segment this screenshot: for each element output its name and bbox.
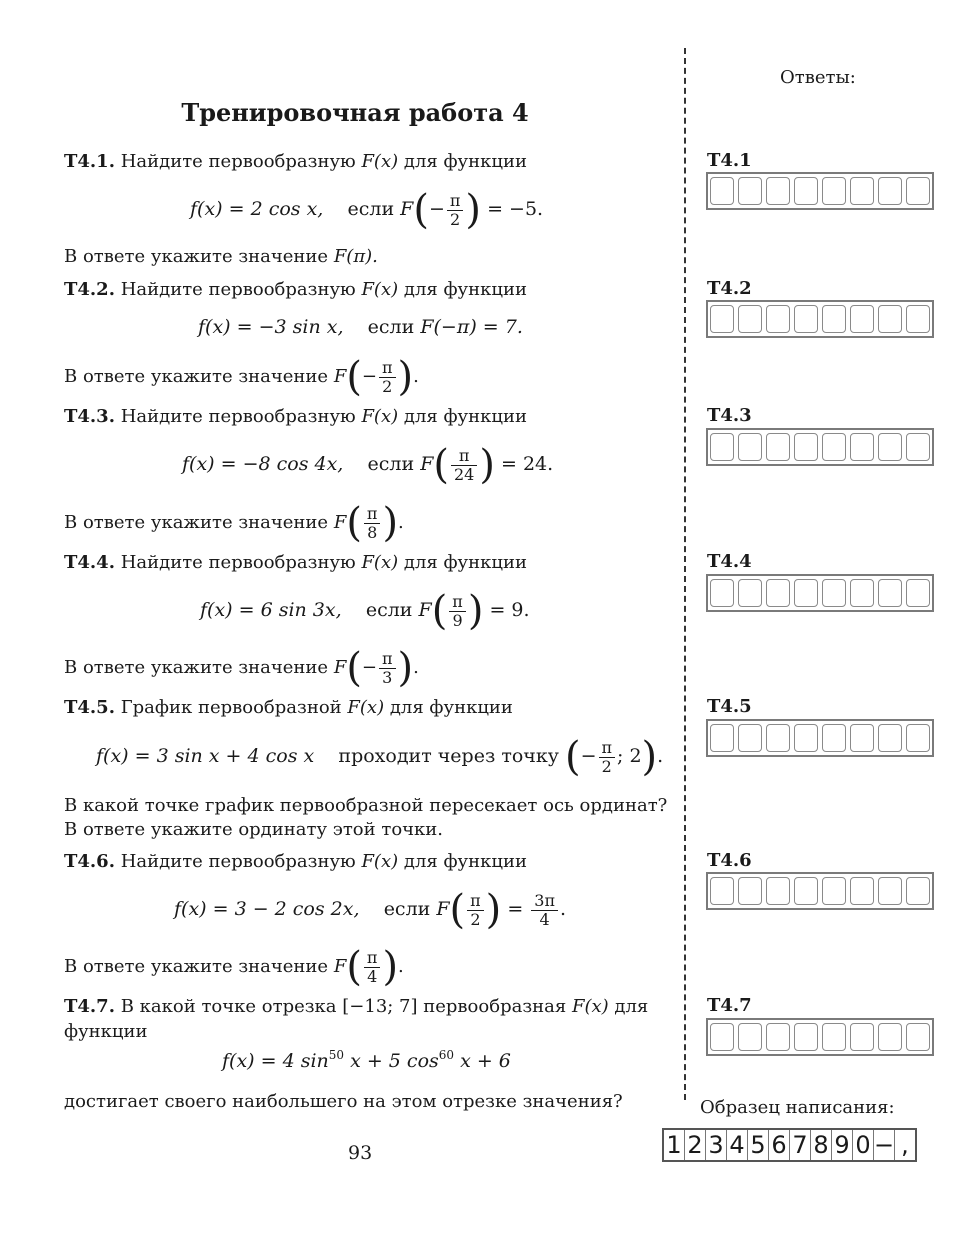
problem-2-answer-note: В ответе укажите значение F(− $\frac{\pi}{2}$ ). bbox=[64, 354, 419, 400]
problem-4-formula: f(x) = 6 sin 3x, если F( $\frac{\pi}{9}$ ) = 9. bbox=[200, 588, 530, 634]
sample-label: Образец написания: bbox=[700, 1097, 895, 1118]
problem-7-formula: f(x) = 4 $\sin^{50} x + 5$ $\cos^{60} x + 6$ bbox=[222, 1048, 511, 1072]
sample-char: 4 bbox=[727, 1130, 748, 1160]
answer-field-4[interactable] bbox=[706, 574, 934, 612]
problem-1-formula: f(x) = 2 cos x, если F(− $\frac{\pi}{2}$ ) = −5. bbox=[190, 187, 544, 233]
sample-char: 5 bbox=[748, 1130, 769, 1160]
sample-char: 8 bbox=[811, 1130, 832, 1160]
problem-6-formula: f(x) = 3 − 2 cos 2x, если F( $\frac{\pi}{2}$ ) = $\frac{3\pi}{4}$ . bbox=[174, 887, 567, 933]
problem-2-formula: f(x) = −3 sin x, если F(−π) = 7. bbox=[198, 316, 523, 338]
sample-char: 1 bbox=[664, 1130, 685, 1160]
problem-5-question-2: В ответе укажите ординату этой точки. bbox=[64, 819, 444, 840]
answer-label-7: Т4.7 bbox=[707, 995, 752, 1016]
problem-7-statement: Т4.7. В какой точке отрезка [−13; 7] первообразная F(x) для bbox=[64, 996, 649, 1017]
problem-3-answer-note: В ответе укажите значение F( $\frac{\pi}{8}$ ). bbox=[64, 500, 404, 546]
answer-label-3: Т4.3 bbox=[707, 405, 752, 426]
problem-3-statement: Т4.3. Найдите первообразную F(x) для функции bbox=[64, 406, 527, 427]
answer-label-2: Т4.2 bbox=[707, 278, 752, 299]
column-divider bbox=[684, 48, 686, 1100]
sample-char: 3 bbox=[706, 1130, 727, 1160]
problem-1-answer-note: В ответе укажите значение F(π). bbox=[64, 246, 378, 267]
sample-char: 0 bbox=[853, 1130, 874, 1160]
problem-4-statement: Т4.4. Найдите первообразную F(x) для функции bbox=[64, 552, 527, 573]
sample-char: 2 bbox=[685, 1130, 706, 1160]
sample-char: − bbox=[874, 1131, 895, 1159]
problem-7-question: достигает своего наибольшего на этом отрезке значения? bbox=[64, 1091, 623, 1112]
problem-4-answer-note: В ответе укажите значение F(− $\frac{\pi}{3}$ ). bbox=[64, 645, 419, 691]
problem-7-statement-line2: функции bbox=[64, 1021, 148, 1042]
problem-3-formula: f(x) = −8 cos 4x, если F( $\frac{\pi}{24}$ ) = 24. bbox=[182, 442, 554, 488]
sample-char: 7 bbox=[790, 1130, 811, 1160]
problem-2-statement: Т4.2. Найдите первообразную F(x) для функции bbox=[64, 279, 527, 300]
answer-field-3[interactable] bbox=[706, 428, 934, 466]
answer-field-2[interactable] bbox=[706, 300, 934, 338]
answer-label-4: Т4.4 bbox=[707, 551, 752, 572]
answer-label-6: Т4.6 bbox=[707, 850, 752, 871]
problem-5-question-1: В какой точке график первообразной пересекает ось ординат? bbox=[64, 795, 668, 816]
problem-5-formula: f(x) = 3 sin x + 4 cos x проходит через точку (− $\frac{\pi}{2}$ ; 2). bbox=[96, 734, 664, 780]
answer-field-5[interactable] bbox=[706, 719, 934, 757]
answer-label-1: Т4.1 bbox=[707, 150, 752, 171]
answer-field-7[interactable] bbox=[706, 1018, 934, 1056]
answer-field-6[interactable] bbox=[706, 872, 934, 910]
problem-5-statement: Т4.5. График первообразной F(x) для функции bbox=[64, 697, 513, 718]
page-title: Тренировочная работа 4 bbox=[181, 98, 529, 127]
problem-6-answer-note: В ответе укажите значение F( $\frac{\pi}{4}$ ). bbox=[64, 944, 404, 990]
answer-label-5: Т4.5 bbox=[707, 696, 752, 717]
answer-field-1[interactable] bbox=[706, 172, 934, 210]
problem-6-statement: Т4.6. Найдите первообразную F(x) для функции bbox=[64, 851, 527, 872]
sample-char: 9 bbox=[832, 1130, 853, 1160]
sample-writing bbox=[662, 1128, 917, 1162]
answers-header: Ответы: bbox=[780, 67, 856, 88]
problem-1-statement: Т4.1. Найдите первообразную F(x) для функции bbox=[64, 151, 527, 172]
sample-char: 6 bbox=[769, 1130, 790, 1160]
sample-char: , bbox=[901, 1131, 909, 1159]
page-number: 93 bbox=[348, 1142, 373, 1164]
